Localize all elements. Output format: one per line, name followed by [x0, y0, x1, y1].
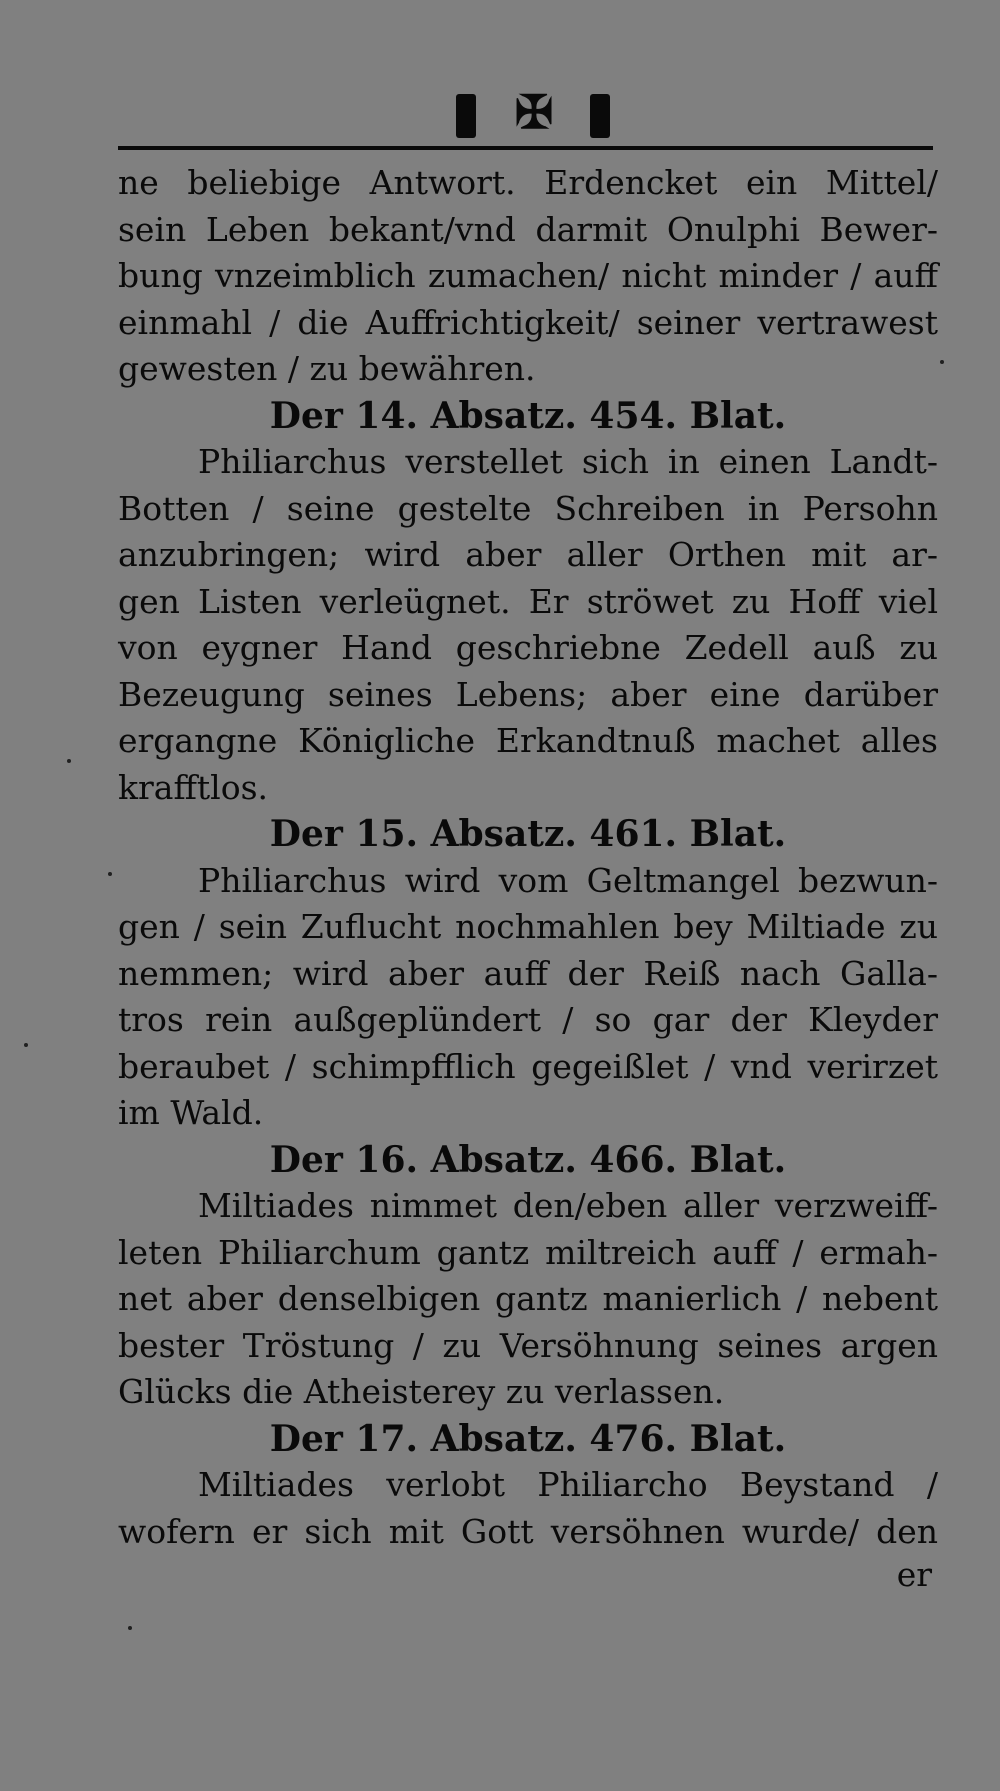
text-line: von eygner Hand geschriebne Zedell auß zu [118, 628, 938, 667]
header-cross-ornament: ✠ [514, 85, 554, 139]
text-line: ergangne Königliche Erkandtnuß machet alles [118, 721, 938, 760]
page-header [118, 80, 938, 138]
header-ornament-bar-right [590, 94, 610, 138]
text-line: beraubet / schimpfflich gegeißlet / vnd verirzet [118, 1046, 938, 1086]
text-line: Miltiades verlobt Philiarcho Beystand / [198, 1465, 938, 1504]
section-16 [118, 1137, 938, 1416]
scan-speck [108, 872, 112, 876]
text-line: gen Listen verleügnet. Er ströwet zu Hoff viel [118, 581, 938, 621]
text-line: bung vnzeimblich zumachen/ nicht minder / auff [118, 256, 938, 295]
text-line: wofern er sich mit Gott versöhnen wurde/ den [118, 1511, 938, 1551]
text-line: bester Tröstung / zu Versöhnung seines argen [118, 1325, 938, 1365]
section-14 [118, 393, 938, 812]
section-heading: Der 17. Absatz. 476. Blat. [269, 1417, 787, 1460]
catchword: er [896, 1555, 932, 1594]
text-line: Philiarchus verstellet sich in einen Landt- [198, 442, 938, 481]
text-line: Philiarchus wird vom Geltmangel bezwun- [198, 860, 938, 900]
scan-speck [940, 360, 944, 364]
text-line: Bezeugung seines Lebens; aber eine darüber [118, 674, 938, 714]
section-heading: Der 14. Absatz. 454. Blat. [269, 394, 787, 437]
text-line: nemmen; wird aber auff der Reiß nach Galla- [118, 953, 938, 993]
scan-speck [67, 759, 71, 763]
text-line: leten Philiarchum gantz miltreich auff / ermah- [118, 1232, 938, 1272]
paragraph-continuation [118, 160, 938, 393]
section-heading: Der 15. Absatz. 461. Blat. [269, 813, 787, 855]
header-ornament-bar-left [456, 94, 476, 138]
text-line: gewesten / zu bewähren. [118, 349, 536, 388]
text-line: ne beliebige Antwort. Erdencket ein Mittel/ [118, 163, 938, 202]
text-line: net aber denselbigen gantz manierlich / nebent [118, 1279, 938, 1318]
header-rule [118, 146, 933, 150]
scan-speck [24, 1043, 28, 1047]
text-line: Glücks die Atheisterey zu verlassen. [118, 1372, 725, 1411]
text-line: Botten / seine gestelte Schreiben in Persohn [118, 488, 938, 528]
scan-speck [128, 1626, 132, 1630]
section-heading: Der 16. Absatz. 466. Blat. [269, 1138, 787, 1181]
text-line: einmahl / die Auffrichtigkeit/ seiner vertrawest [118, 302, 938, 342]
text-line: sein Leben bekant/vnd darmit Onulphi Bewer- [118, 209, 938, 249]
text-line: Miltiades nimmet den/eben aller verzweiff- [198, 1186, 938, 1225]
text-line: krafftlos. [118, 767, 268, 807]
text-line: im Wald. [118, 1093, 264, 1132]
section-17 [118, 1416, 938, 1556]
section-15 [118, 811, 938, 1137]
text-line: gen / sein Zuflucht nochmahlen bey Miltiade zu [118, 907, 938, 946]
text-line: tros rein außgeplündert / so gar der Kleyder [118, 1000, 938, 1039]
book-page [118, 80, 938, 1595]
text-line: anzubringen; wird aber aller Orthen mit ar- [118, 535, 938, 574]
